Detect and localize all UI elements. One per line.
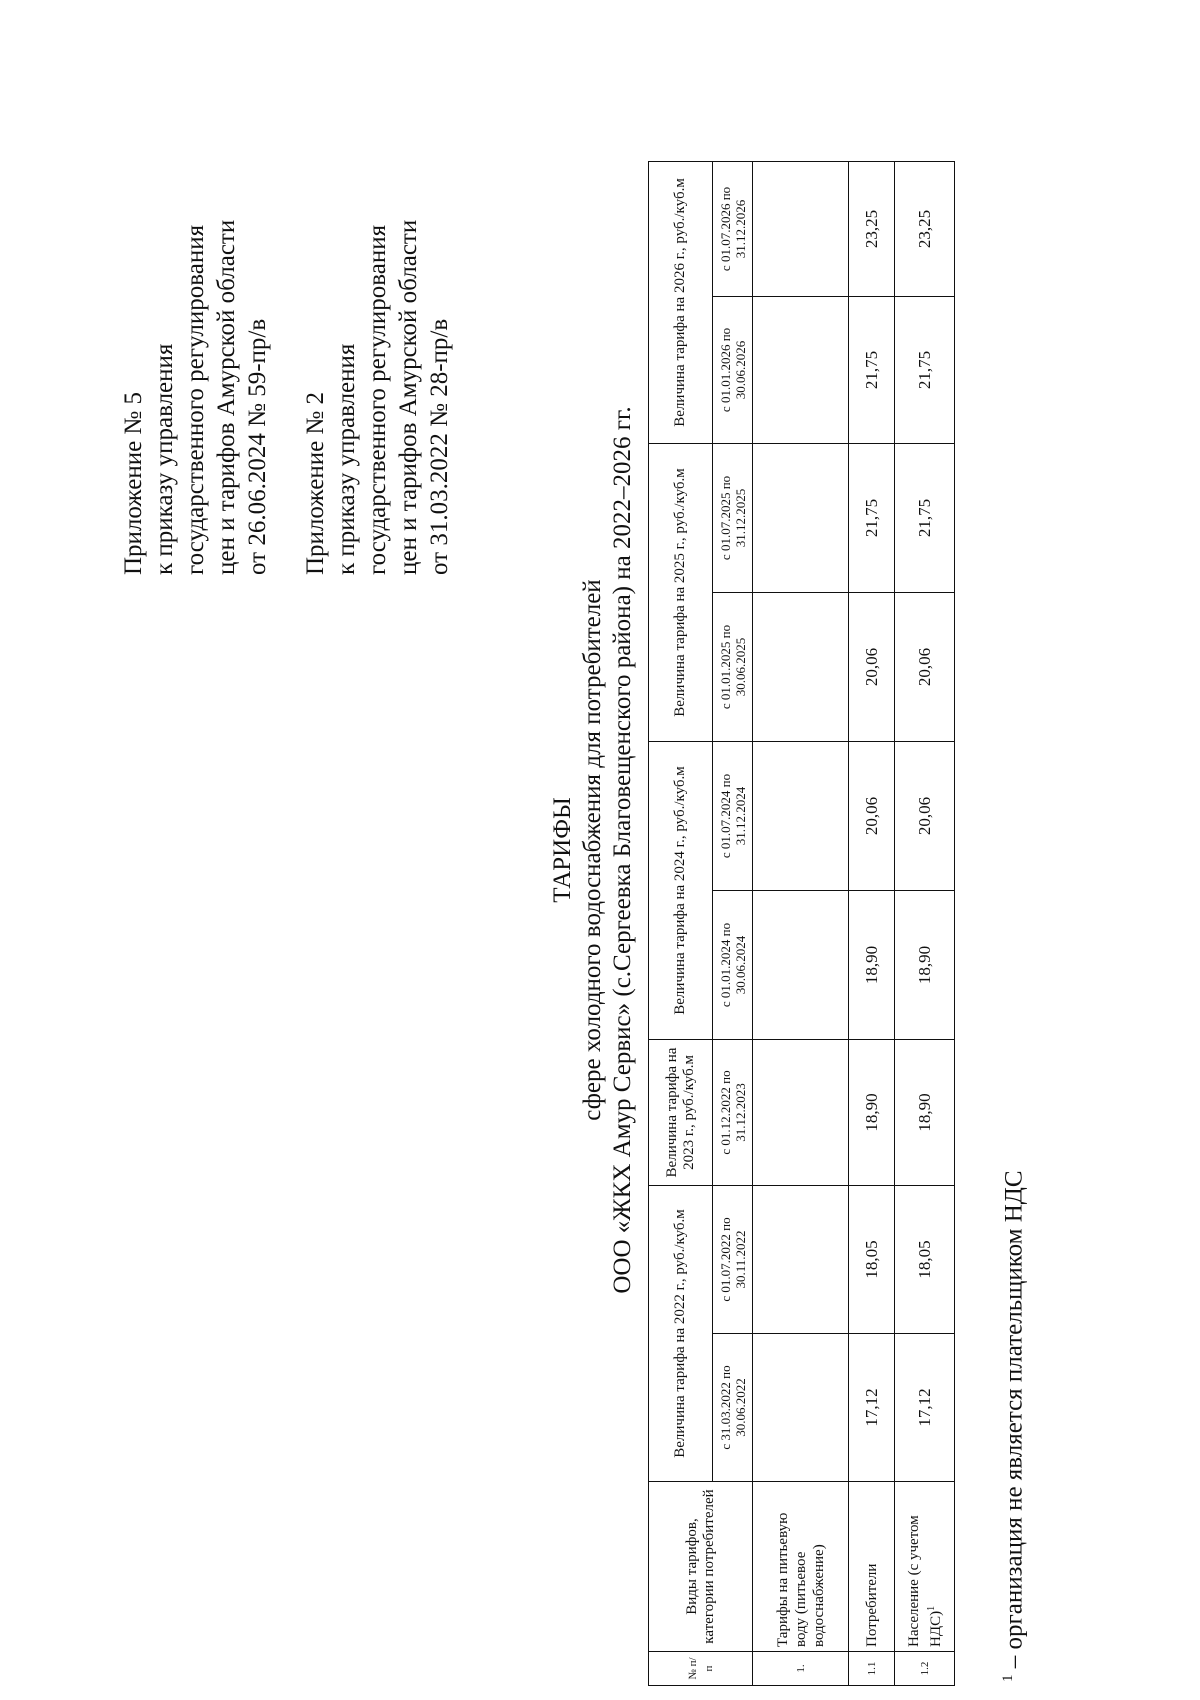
appendix-line: от 26.06.2024 № 59-пр/в <box>244 318 271 575</box>
column-header-2026: Величина тарифа на 2026 г., руб./куб.м <box>649 161 713 443</box>
table-row <box>895 161 955 1685</box>
tariff-value <box>753 592 849 741</box>
tariff-value <box>753 1334 849 1482</box>
footnote <box>1000 1170 1028 1682</box>
footnote-mark: 1 <box>1000 1674 1016 1682</box>
tariff-value <box>753 890 849 1039</box>
period-header: с 01.07.2026 по 31.12.2026 <box>713 161 753 296</box>
tariff-table <box>648 161 955 1686</box>
row-number: 1.1 <box>849 1652 895 1686</box>
row-number: 1. <box>753 1652 849 1686</box>
table-row <box>849 161 895 1685</box>
tariff-value: 21,75 <box>849 296 895 443</box>
appendix-line: цен и тарифов Амурской области <box>213 219 240 575</box>
column-header-type: Виды тарифов, категории потребителей <box>649 1482 753 1652</box>
row-name: Тарифы на питьевую воду (питьевое водоснабжение) <box>753 1482 849 1652</box>
column-header-2024: Величина тарифа на 2024 г., руб./куб.м <box>649 741 713 1039</box>
tariff-value <box>753 443 849 592</box>
appendix-block-1 <box>118 55 273 575</box>
appendix-line: к приказу управления <box>333 343 360 575</box>
column-header-2022: Величина тарифа на 2022 г., руб./куб.м <box>649 1185 713 1481</box>
period-header: с 01.01.2025 по 30.06.2025 <box>713 592 753 741</box>
footnote-text: – организация не является плательщиком НДС <box>1000 1170 1028 1675</box>
tariff-value: 21,75 <box>895 443 955 592</box>
row-name-text: Население (с учетом НДС) <box>905 1515 944 1647</box>
tariff-value: 21,75 <box>849 443 895 592</box>
appendix-line: к приказу управления <box>151 343 178 575</box>
period-header: с 01.01.2026 по 30.06.2026 <box>713 296 753 443</box>
tariff-value: 17,12 <box>895 1334 955 1482</box>
tariff-value: 21,75 <box>895 296 955 443</box>
tariff-value: 17,12 <box>849 1334 895 1482</box>
column-header-2025: Величина тарифа на 2025 г., руб./куб.м <box>649 443 713 741</box>
tariff-value: 18,90 <box>895 890 955 1039</box>
tariff-value <box>753 741 849 890</box>
footnote-mark: 1 <box>925 1605 937 1611</box>
appendix-line: государственного регулирования <box>364 224 391 575</box>
table-header-row <box>649 161 713 1685</box>
appendix-block-2 <box>300 55 455 575</box>
appendix-line: цен и тарифов Амурской области <box>395 219 422 575</box>
tariff-value: 18,90 <box>849 1039 895 1185</box>
period-header: с 31.03.2022 по 30.06.2022 <box>713 1334 753 1482</box>
tariff-value: 20,06 <box>849 592 895 741</box>
document-title <box>548 0 638 1700</box>
row-name <box>895 1482 955 1652</box>
period-header: с 01.01.2024 по 30.06.2024 <box>713 890 753 1039</box>
row-number: 1.2 <box>895 1652 955 1686</box>
title-organization: ООО «ЖКХ Амур Сервис» (с.Сергеевка Благовещенского района) на 2022–2026 гг. <box>609 406 636 1294</box>
appendix-line: Приложение № 5 <box>120 391 147 575</box>
appendix-line: государственного регулирования <box>182 224 209 575</box>
tariff-value: 18,05 <box>849 1185 895 1333</box>
tariff-value: 20,06 <box>895 741 955 890</box>
table-row <box>753 161 849 1685</box>
period-header: с 01.07.2022 по 30.11.2022 <box>713 1185 753 1333</box>
tariff-value: 18,90 <box>895 1039 955 1185</box>
appendix-line: от 31.03.2022 № 28-пр/в <box>426 318 453 575</box>
tariff-value: 18,05 <box>895 1185 955 1333</box>
title-subheading: сфере холодного водоснабжения для потребителей <box>579 579 606 1121</box>
column-header-2023: Величина тарифа на 2023 г., руб./куб.м <box>649 1039 713 1185</box>
tariff-value: 20,06 <box>849 741 895 890</box>
period-header: с 01.07.2025 по 31.12.2025 <box>713 443 753 592</box>
period-header: с 01.07.2024 по 31.12.2024 <box>713 741 753 890</box>
tariff-value <box>753 296 849 443</box>
appendix-line: Приложение № 2 <box>302 391 329 575</box>
tariff-value <box>753 1039 849 1185</box>
row-name: Потребители <box>849 1482 895 1652</box>
table-period-row <box>713 161 753 1685</box>
tariff-value: 18,90 <box>849 890 895 1039</box>
tariff-value: 23,25 <box>895 161 955 296</box>
title-heading: ТАРИФЫ <box>549 797 576 903</box>
tariff-value: 20,06 <box>895 592 955 741</box>
tariff-value <box>753 1185 849 1333</box>
tariff-value: 23,25 <box>849 161 895 296</box>
period-header: с 01.12.2022 по 31.12.2023 <box>713 1039 753 1185</box>
tariff-value <box>753 161 849 296</box>
column-header-number: № п/п <box>649 1652 753 1686</box>
